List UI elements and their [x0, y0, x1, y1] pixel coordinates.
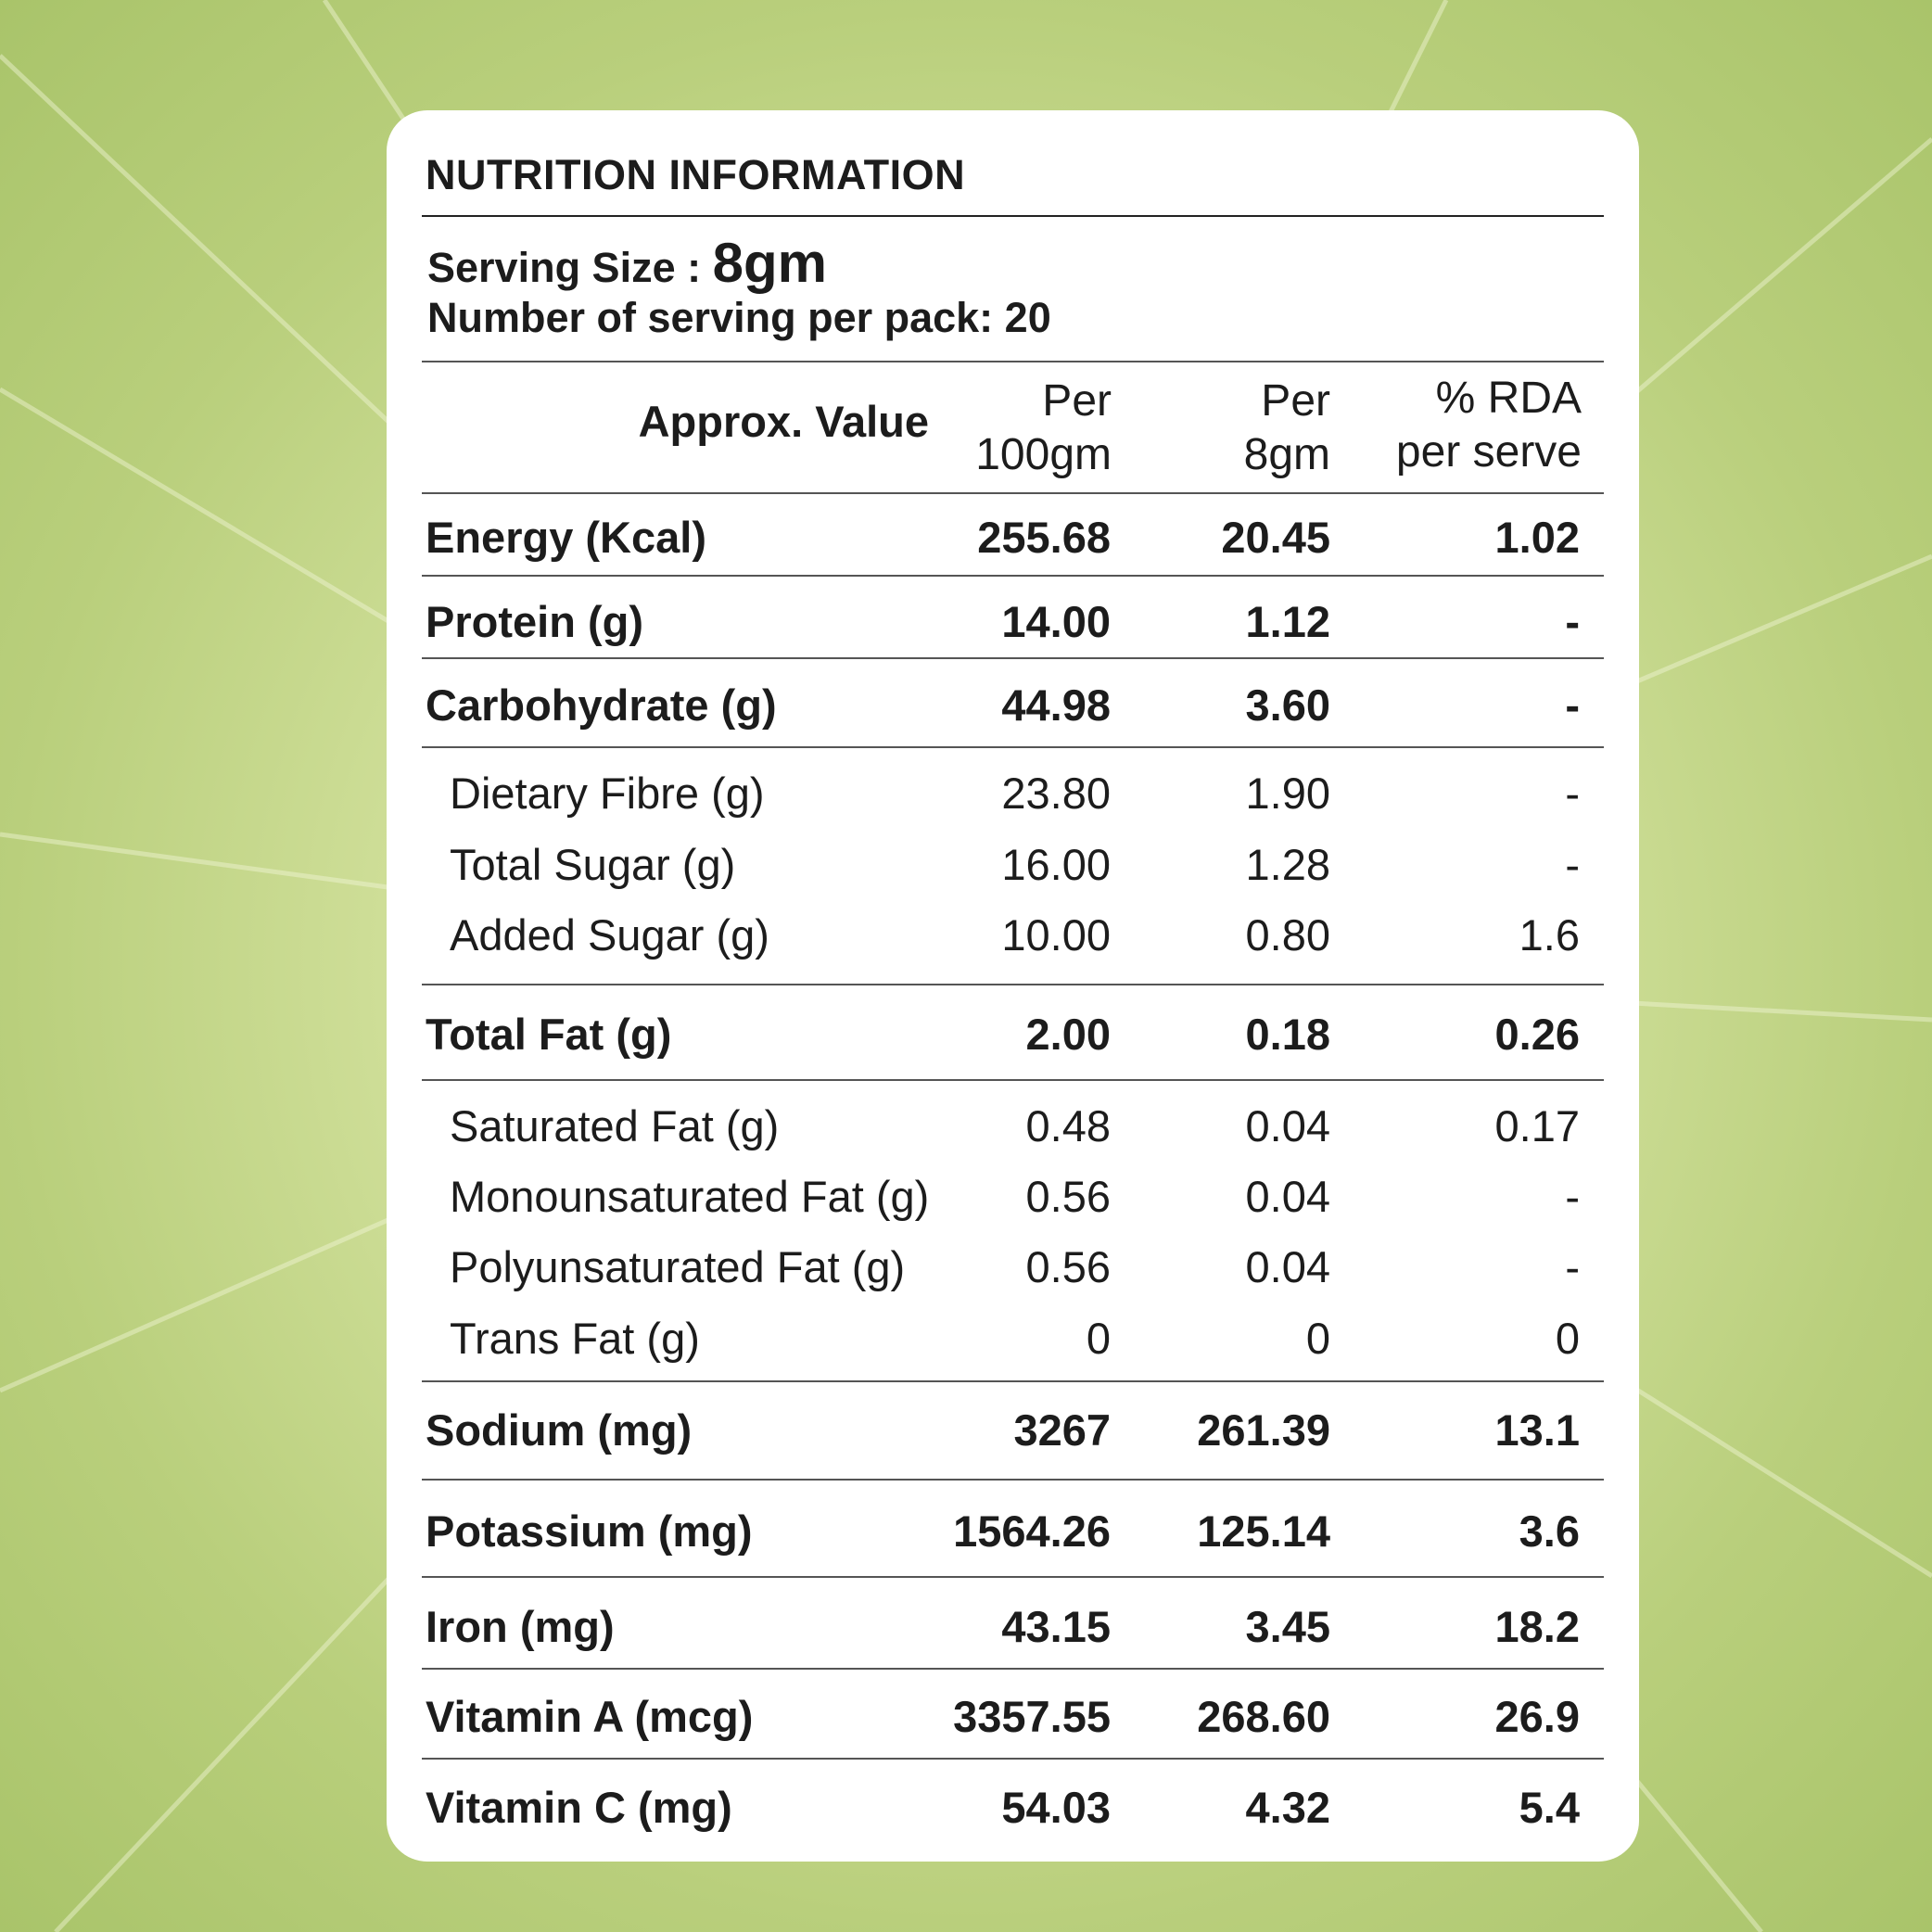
value-per-8gm: 3.60 — [1245, 680, 1330, 730]
value-per-100gm: 3267 — [1013, 1405, 1111, 1455]
value-per-8gm: 125.14 — [1197, 1506, 1330, 1556]
servings-per-pack: Number of serving per pack: 20 — [427, 294, 1051, 341]
value-per-8gm: 1.28 — [1245, 840, 1330, 889]
value-rda: - — [1565, 680, 1580, 730]
divider — [422, 361, 1604, 362]
nutrient-label: Saturated Fat (g) — [450, 1101, 780, 1150]
nutrient-label: Potassium (mg) — [426, 1506, 753, 1556]
value-rda: - — [1565, 769, 1580, 818]
header-rda-line1: % RDA — [1435, 374, 1582, 423]
nutrient-label: Added Sugar (g) — [450, 910, 769, 960]
value-rda: 1.02 — [1494, 513, 1580, 562]
divider — [422, 1380, 1604, 1382]
nutrition-card — [387, 110, 1639, 1862]
value-per-8gm: 0 — [1305, 1314, 1330, 1363]
value-rda: 3.6 — [1519, 1506, 1580, 1556]
divider — [422, 1668, 1604, 1670]
nutrient-label: Monounsaturated Fat (g) — [450, 1172, 930, 1221]
nutrient-label: Total Sugar (g) — [450, 840, 736, 889]
serving-size-value: 8gm — [712, 232, 827, 294]
value-per-8gm: 0.18 — [1245, 1010, 1330, 1059]
value-rda: 26.9 — [1494, 1692, 1580, 1741]
value-rda: - — [1565, 597, 1580, 646]
value-per-100gm: 0.56 — [1025, 1242, 1111, 1291]
nutrient-label: Protein (g) — [426, 597, 643, 646]
value-per-100gm: 0 — [1086, 1314, 1111, 1363]
header-per-8gm — [1244, 375, 1330, 482]
value-per-100gm: 3357.55 — [953, 1692, 1111, 1741]
divider — [422, 984, 1604, 985]
value-rda: - — [1565, 840, 1580, 889]
nutrient-label: Polyunsaturated Fat (g) — [450, 1242, 906, 1291]
divider — [422, 492, 1604, 494]
header-per-100gm-line2: 100gm — [975, 430, 1112, 479]
value-per-100gm: 0.56 — [1025, 1172, 1111, 1221]
nutrient-label: Total Fat (g) — [426, 1010, 672, 1059]
value-per-8gm: 268.60 — [1197, 1692, 1330, 1741]
nutrient-label: Vitamin A (mcg) — [426, 1692, 754, 1741]
header-per-8gm-line2: 8gm — [1243, 430, 1330, 479]
value-rda: 1.6 — [1519, 910, 1580, 960]
value-per-8gm: 0.04 — [1245, 1101, 1330, 1150]
divider — [422, 575, 1604, 577]
value-per-8gm: 1.90 — [1245, 769, 1330, 818]
value-per-100gm: 255.68 — [977, 513, 1111, 562]
value-per-100gm: 44.98 — [1001, 680, 1111, 730]
nutrient-label: Vitamin C (mg) — [426, 1783, 732, 1832]
nutrient-label: Carbohydrate (g) — [426, 680, 777, 730]
serving-size — [427, 231, 827, 295]
value-per-100gm: 1564.26 — [953, 1506, 1111, 1556]
value-per-100gm: 43.15 — [1001, 1602, 1111, 1651]
header-per-100gm — [975, 375, 1112, 482]
value-per-8gm: 0.04 — [1245, 1242, 1330, 1291]
serving-size-label: Serving Size : — [427, 244, 713, 291]
value-rda: 0.17 — [1494, 1101, 1580, 1150]
divider — [422, 657, 1604, 659]
header-per-100gm-line1: Per — [1042, 376, 1112, 426]
divider — [422, 1079, 1604, 1081]
header-approx-value: Approx. Value — [638, 397, 929, 446]
divider — [422, 215, 1604, 217]
value-per-100gm: 2.00 — [1025, 1010, 1111, 1059]
value-per-8gm: 20.45 — [1221, 513, 1330, 562]
nutrient-label: Trans Fat (g) — [450, 1314, 700, 1363]
value-per-8gm: 261.39 — [1197, 1405, 1330, 1455]
value-per-8gm: 1.12 — [1245, 597, 1330, 646]
value-rda: 5.4 — [1519, 1783, 1580, 1832]
divider — [422, 1758, 1604, 1760]
value-per-8gm: 3.45 — [1245, 1602, 1330, 1651]
value-rda: - — [1565, 1172, 1580, 1221]
divider — [422, 1576, 1604, 1578]
value-per-100gm: 54.03 — [1001, 1783, 1111, 1832]
divider — [422, 746, 1604, 748]
value-per-100gm: 23.80 — [1001, 769, 1111, 818]
header-per-8gm-line1: Per — [1261, 376, 1330, 426]
nutrient-label: Dietary Fibre (g) — [450, 769, 765, 818]
value-per-8gm: 0.80 — [1245, 910, 1330, 960]
nutrient-label: Iron (mg) — [426, 1602, 615, 1651]
value-per-100gm: 16.00 — [1001, 840, 1111, 889]
page-title: NUTRITION INFORMATION — [426, 151, 966, 198]
header-rda — [1396, 372, 1582, 479]
value-rda: 0 — [1555, 1314, 1580, 1363]
value-rda: 0.26 — [1494, 1010, 1580, 1059]
value-rda: 18.2 — [1494, 1602, 1580, 1651]
value-rda: - — [1565, 1242, 1580, 1291]
nutrient-label: Energy (Kcal) — [426, 513, 706, 562]
value-per-8gm: 0.04 — [1245, 1172, 1330, 1221]
value-per-100gm: 0.48 — [1025, 1101, 1111, 1150]
value-per-100gm: 14.00 — [1001, 597, 1111, 646]
nutrient-label: Sodium (mg) — [426, 1405, 693, 1455]
header-rda-line2: per serve — [1395, 427, 1582, 477]
value-rda: 13.1 — [1494, 1405, 1580, 1455]
divider — [422, 1479, 1604, 1481]
value-per-100gm: 10.00 — [1001, 910, 1111, 960]
value-per-8gm: 4.32 — [1245, 1783, 1330, 1832]
